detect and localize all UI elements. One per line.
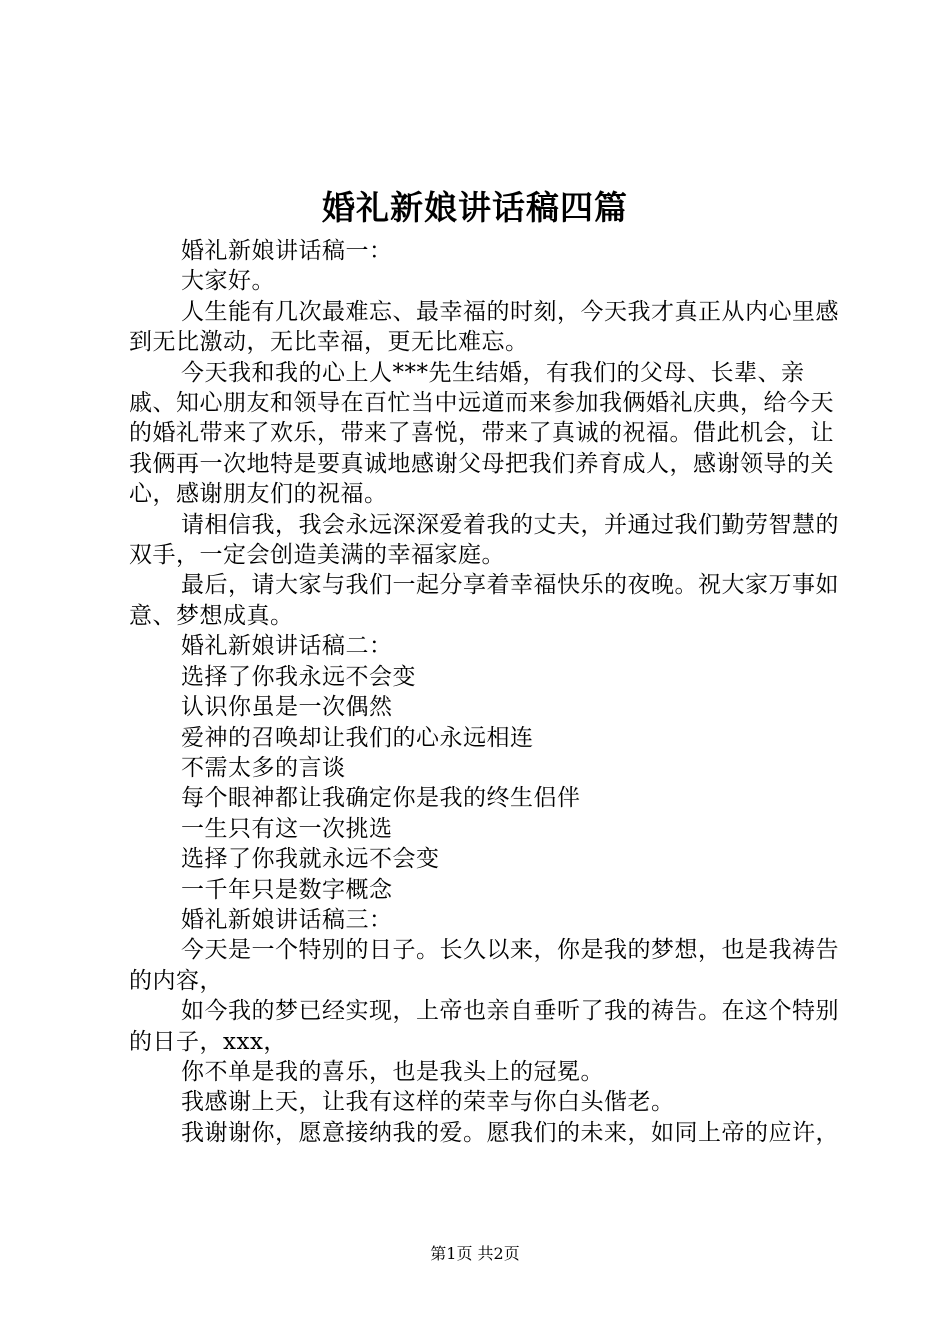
paragraph: 婚礼新娘讲话稿三： [181, 906, 393, 933]
paragraph: 如今我的梦已经实现，上帝也亲自垂听了我的祷告。在这个特别的日子，xxx， [129, 998, 839, 1055]
paragraph: 大家好。 [181, 268, 275, 295]
paragraph: 认识你虽是一次偶然 [181, 694, 393, 721]
paragraph: 婚礼新娘讲话稿二： [181, 633, 393, 660]
paragraph: 每个眼神都让我确定你是我的终生侣伴 [181, 785, 581, 812]
paragraph: 今天我和我的心上人***先生结婚，有我们的父母、长辈、亲戚、知心朋友和领导在百忙当中远道而来参加我俩婚礼庆典，给今天的婚礼带来了欢乐，带来了喜悦，带来了真诚的祝福。借此机会，让我俩再一次地特是要真诚地感谢父母把我们养育成人，感谢领导的关心，感谢朋友们的祝福。 [129, 359, 834, 508]
paragraph: 人生能有几次最难忘、最幸福的时刻，今天我才真正从内心里感到无比激动，无比幸福，更无比难忘。 [129, 298, 839, 356]
paragraph: 不需太多的言谈 [181, 754, 346, 781]
paragraph: 最后，请大家与我们一起分享着幸福快乐的夜晚。祝大家万事如意、梦想成真。 [129, 572, 839, 629]
paragraph: 一生只有这一次挑选 [181, 815, 393, 842]
paragraph: 今天是一个特别的日子。长久以来，你是我的梦想，也是我祷告的内容， [129, 937, 839, 994]
document-body [129, 236, 839, 1148]
paragraph: 我感谢上天，让我有这样的荣幸与你白头偕老。 [181, 1089, 675, 1116]
paragraph: 我谢谢你，愿意接纳我的爱。愿我们的未来，如同上帝的应许， [181, 1119, 839, 1146]
paragraph: 婚礼新娘讲话稿一： [181, 238, 393, 264]
paragraph: 一千年只是数字概念 [181, 876, 393, 903]
paragraph: 你不单是我的喜乐，也是我头上的冠冕。 [181, 1058, 604, 1085]
paragraph: 请相信我，我会永远深深爱着我的丈夫，并通过我们勤劳智慧的双手，一定会创造美满的幸福家庭。 [129, 511, 839, 569]
paragraph: 爱神的召唤却让我们的心永远相连 [181, 724, 534, 751]
page-footer: 第1页 共2页 [430, 1244, 520, 1263]
paragraph: 选择了你我永远不会变 [181, 663, 416, 690]
paragraph: 选择了你我就永远不会变 [181, 846, 440, 873]
document-title: 婚礼新娘讲话稿四篇 [322, 188, 628, 227]
